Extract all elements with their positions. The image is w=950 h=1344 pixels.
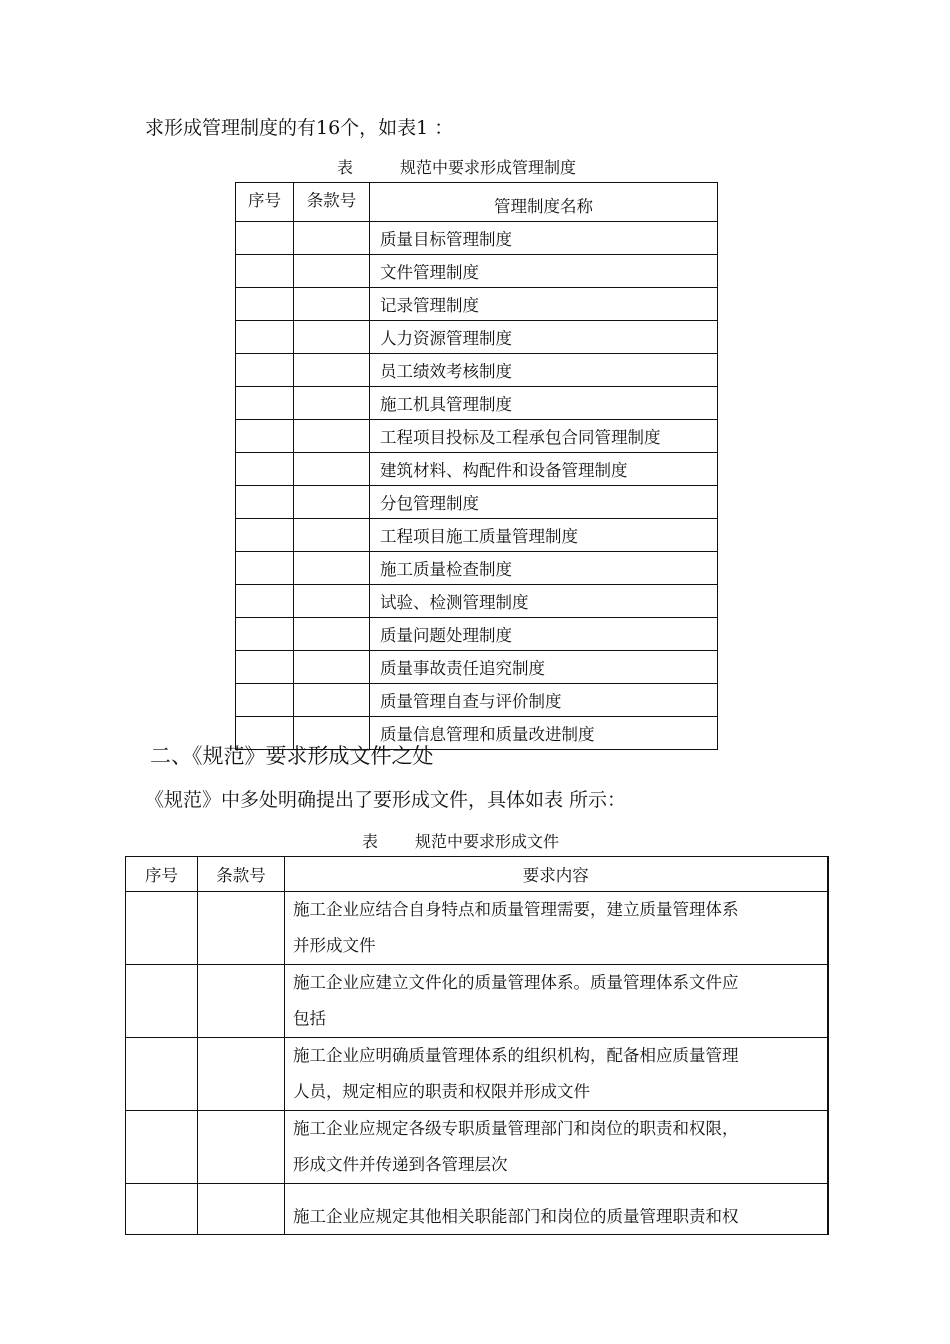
row-no-cell <box>126 965 198 1038</box>
row-clause-cell <box>294 222 370 255</box>
row-no-cell <box>236 519 294 552</box>
row-content-cell <box>285 1038 828 1111</box>
row-clause-cell <box>294 486 370 519</box>
header-clause: 条款号 <box>294 183 370 222</box>
row-clause-cell <box>294 321 370 354</box>
table-row <box>236 387 718 420</box>
row-no-cell <box>236 552 294 585</box>
regulation-table <box>235 182 718 750</box>
row-clause-cell <box>294 585 370 618</box>
row-clause-cell <box>198 965 285 1038</box>
row-no-cell <box>236 684 294 717</box>
row-no-cell <box>236 651 294 684</box>
row-clause-cell <box>294 684 370 717</box>
table-row <box>236 585 718 618</box>
row-name-cell: 试验、检测管理制度 <box>370 585 718 618</box>
row-no-cell <box>236 288 294 321</box>
table-row <box>126 965 828 1038</box>
table-row <box>236 486 718 519</box>
table-row <box>236 255 718 288</box>
row-name-cell: 建筑材料、构配件和设备管理制度 <box>370 453 718 486</box>
row-name-cell: 工程项目施工质量管理制度 <box>370 519 718 552</box>
table-header-row <box>126 857 828 892</box>
table-row <box>126 1111 828 1184</box>
header-no: 序号 <box>236 183 294 222</box>
row-no-cell <box>236 321 294 354</box>
content-line-2: 并形成文件 <box>293 936 376 955</box>
row-content-cell <box>285 892 828 965</box>
row-name-cell: 施工机具管理制度 <box>370 387 718 420</box>
table-row <box>236 321 718 354</box>
row-no-cell <box>236 222 294 255</box>
row-clause-cell <box>294 618 370 651</box>
content-line-1: 施工企业应明确质量管理体系的组织机构，配备相应质量管理 <box>293 1046 739 1065</box>
content-line-1: 施工企业应结合自身特点和质量管理需要，建立质量管理体系 <box>293 900 739 919</box>
row-name-cell: 质量问题处理制度 <box>370 618 718 651</box>
row-name-cell: 记录管理制度 <box>370 288 718 321</box>
table-row <box>126 1184 828 1235</box>
table1-caption-prefix: 表 <box>337 158 354 177</box>
row-name-cell: 质量信息管理和质量改进制度 <box>370 717 718 750</box>
header-clause: 条款号 <box>198 857 285 892</box>
row-clause-cell <box>198 1038 285 1111</box>
row-clause-cell <box>198 1111 285 1184</box>
row-content-cell <box>285 1184 828 1235</box>
row-clause-cell <box>198 892 285 965</box>
row-no-cell <box>126 1184 198 1235</box>
row-clause-cell <box>294 651 370 684</box>
row-clause-cell <box>294 420 370 453</box>
row-content-cell <box>285 1111 828 1184</box>
row-clause-cell <box>294 288 370 321</box>
table-header-row <box>236 183 718 222</box>
row-clause-cell <box>294 453 370 486</box>
row-clause-cell <box>294 255 370 288</box>
row-no-cell <box>236 453 294 486</box>
content-line-2: 人员，规定相应的职责和权限并形成文件 <box>293 1082 590 1101</box>
content-line-1: 施工企业应规定其他相关职能部门和岗位的质量管理职责和权 <box>293 1207 739 1226</box>
table-row <box>236 222 718 255</box>
row-content-cell <box>285 965 828 1038</box>
row-no-cell <box>126 892 198 965</box>
section-heading: 二、《规范》要求形成文件之处 <box>150 744 434 768</box>
row-no-cell <box>126 1038 198 1111</box>
header-no: 序号 <box>126 857 198 892</box>
row-name-cell: 质量管理自查与评价制度 <box>370 684 718 717</box>
intro-line: 求形成管理制度的有16个，如表1 ： <box>145 117 454 139</box>
row-clause-cell <box>294 354 370 387</box>
content-line-1: 施工企业应建立文件化的质量管理体系。质量管理体系文件应 <box>293 973 739 992</box>
row-no-cell <box>236 585 294 618</box>
row-clause-cell <box>294 387 370 420</box>
table-row <box>236 354 718 387</box>
table-row <box>236 420 718 453</box>
section-intro: 《规范》中多处明确提出了要形成文件，具体如表 所示： <box>145 789 627 811</box>
row-no-cell <box>236 420 294 453</box>
content-line-2: 形成文件并传递到各管理层次 <box>293 1155 508 1174</box>
document-table <box>125 856 829 1235</box>
row-no-cell <box>236 354 294 387</box>
row-no-cell <box>236 255 294 288</box>
row-name-cell: 质量事故责任追究制度 <box>370 651 718 684</box>
table1-caption-title: 规范中要求形成管理制度 <box>400 158 577 177</box>
table-row <box>126 1038 828 1111</box>
row-clause-cell <box>294 519 370 552</box>
table-row <box>236 618 718 651</box>
row-name-cell: 工程项目投标及工程承包合同管理制度 <box>370 420 718 453</box>
row-name-cell: 分包管理制度 <box>370 486 718 519</box>
table-row <box>236 684 718 717</box>
row-clause-cell <box>294 552 370 585</box>
row-no-cell <box>126 1111 198 1184</box>
table-row <box>236 288 718 321</box>
table-row <box>236 552 718 585</box>
table-row <box>236 453 718 486</box>
content-line-2: 包括 <box>293 1009 326 1028</box>
table-row <box>236 651 718 684</box>
table2-caption-prefix: 表 <box>362 832 379 851</box>
row-name-cell: 人力资源管理制度 <box>370 321 718 354</box>
table-row <box>126 892 828 965</box>
row-clause-cell <box>198 1184 285 1235</box>
table-row <box>236 519 718 552</box>
row-no-cell <box>236 486 294 519</box>
row-name-cell: 文件管理制度 <box>370 255 718 288</box>
row-name-cell: 施工质量检查制度 <box>370 552 718 585</box>
content-line-1: 施工企业应规定各级专职质量管理部门和岗位的职责和权限， <box>293 1119 739 1138</box>
row-name-cell: 质量目标管理制度 <box>370 222 718 255</box>
table2-caption-title: 规范中要求形成文件 <box>415 832 560 851</box>
row-name-cell: 员工绩效考核制度 <box>370 354 718 387</box>
row-no-cell <box>236 387 294 420</box>
row-no-cell <box>236 618 294 651</box>
header-name: 管理制度名称 <box>370 183 718 222</box>
header-content: 要求内容 <box>285 857 828 892</box>
